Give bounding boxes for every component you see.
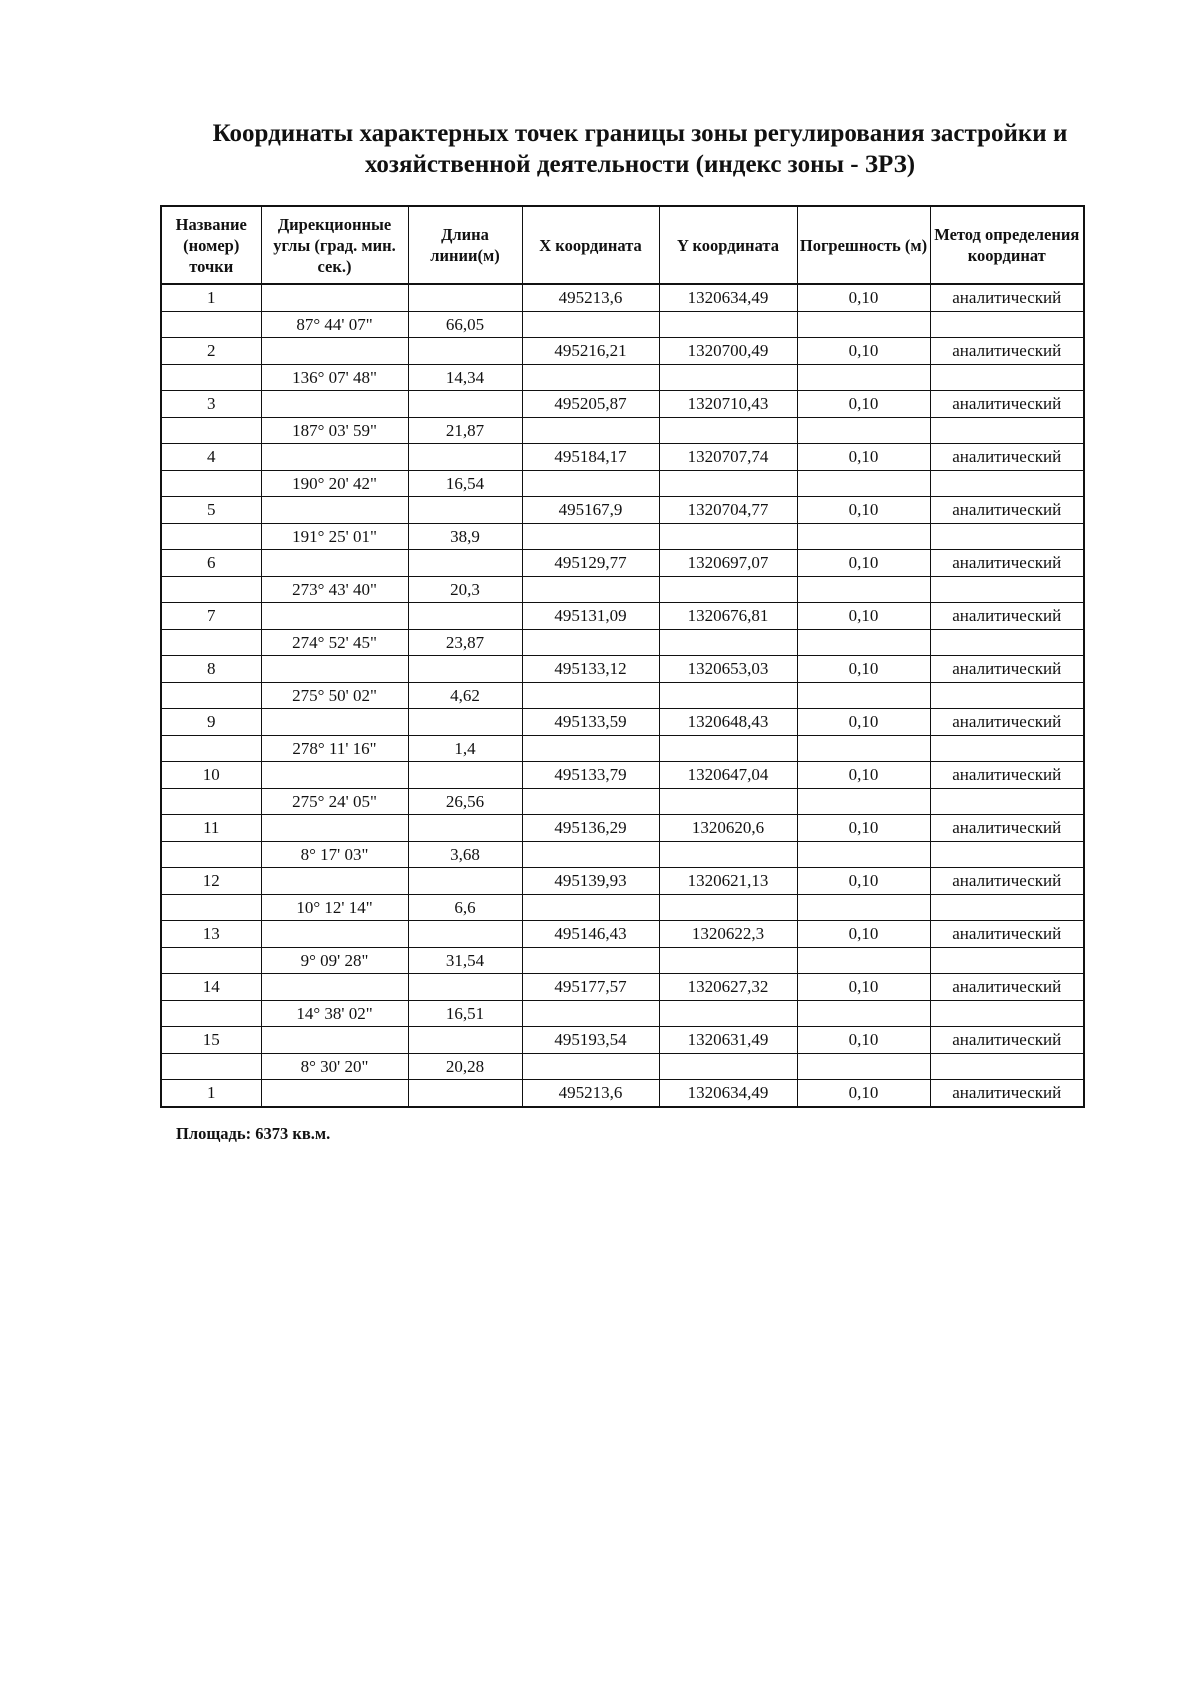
cell-method: аналитический [930, 974, 1084, 1001]
cell-error: 0,10 [797, 1027, 930, 1054]
cell-method [930, 1053, 1084, 1080]
cell-y: 1320634,49 [659, 1080, 797, 1107]
cell-point [161, 894, 261, 921]
cell-error: 0,10 [797, 603, 930, 630]
table-header-row [161, 206, 1084, 284]
cell-x: 495167,9 [522, 497, 659, 524]
cell-y: 1320647,04 [659, 762, 797, 789]
cell-y [659, 311, 797, 338]
cell-x [522, 629, 659, 656]
cell-length [408, 868, 522, 895]
table-row [161, 284, 1084, 311]
cell-length: 6,6 [408, 894, 522, 921]
cell-x: 495131,09 [522, 603, 659, 630]
cell-error [797, 1053, 930, 1080]
cell-method: аналитический [930, 497, 1084, 524]
cell-angle [261, 868, 408, 895]
table-row [161, 1027, 1084, 1054]
cell-error: 0,10 [797, 868, 930, 895]
table-row [161, 417, 1084, 444]
cell-point [161, 364, 261, 391]
cell-error [797, 311, 930, 338]
cell-error: 0,10 [797, 1080, 930, 1107]
cell-length: 38,9 [408, 523, 522, 550]
table-row [161, 974, 1084, 1001]
cell-y: 1320622,3 [659, 921, 797, 948]
cell-error: 0,10 [797, 444, 930, 471]
cell-x [522, 417, 659, 444]
cell-method [930, 523, 1084, 550]
cell-method [930, 947, 1084, 974]
table-row [161, 682, 1084, 709]
cell-method [930, 735, 1084, 762]
cell-method [930, 629, 1084, 656]
table-row [161, 1053, 1084, 1080]
cell-method: аналитический [930, 284, 1084, 311]
cell-y: 1320621,13 [659, 868, 797, 895]
cell-point: 13 [161, 921, 261, 948]
cell-length [408, 921, 522, 948]
cell-angle [261, 338, 408, 365]
cell-point: 9 [161, 709, 261, 736]
cell-y: 1320631,49 [659, 1027, 797, 1054]
cell-y: 1320704,77 [659, 497, 797, 524]
header-error: Погрешность (м) [797, 206, 930, 284]
table-row [161, 735, 1084, 762]
cell-angle: 274° 52' 45" [261, 629, 408, 656]
cell-length [408, 497, 522, 524]
cell-length [408, 603, 522, 630]
cell-length: 66,05 [408, 311, 522, 338]
cell-y: 1320710,43 [659, 391, 797, 418]
cell-point [161, 682, 261, 709]
cell-point: 3 [161, 391, 261, 418]
cell-point: 8 [161, 656, 261, 683]
area-line [176, 1124, 330, 1144]
cell-method: аналитический [930, 1080, 1084, 1107]
table-row [161, 576, 1084, 603]
cell-angle [261, 974, 408, 1001]
table-row [161, 603, 1084, 630]
cell-y [659, 364, 797, 391]
table-row [161, 444, 1084, 471]
cell-point [161, 841, 261, 868]
cell-x: 495139,93 [522, 868, 659, 895]
cell-method: аналитический [930, 709, 1084, 736]
cell-error [797, 523, 930, 550]
table-row [161, 656, 1084, 683]
cell-method [930, 788, 1084, 815]
cell-length [408, 656, 522, 683]
cell-method [930, 576, 1084, 603]
cell-point: 7 [161, 603, 261, 630]
cell-x: 495205,87 [522, 391, 659, 418]
cell-angle [261, 284, 408, 311]
cell-point: 5 [161, 497, 261, 524]
cell-length [408, 550, 522, 577]
cell-length: 14,34 [408, 364, 522, 391]
cell-angle: 87° 44' 07" [261, 311, 408, 338]
cell-length [408, 815, 522, 842]
table-row [161, 364, 1084, 391]
cell-angle: 9° 09' 28" [261, 947, 408, 974]
cell-x [522, 788, 659, 815]
table-row [161, 921, 1084, 948]
cell-angle [261, 709, 408, 736]
header-y-coordinate: Y координата [659, 206, 797, 284]
cell-x [522, 576, 659, 603]
cell-point: 1 [161, 1080, 261, 1107]
cell-point: 14 [161, 974, 261, 1001]
table-row [161, 762, 1084, 789]
header-line-length: Длина линии(м) [408, 206, 522, 284]
table-row [161, 1080, 1084, 1107]
cell-length: 1,4 [408, 735, 522, 762]
table-row [161, 497, 1084, 524]
cell-angle [261, 603, 408, 630]
cell-point: 10 [161, 762, 261, 789]
cell-point: 6 [161, 550, 261, 577]
cell-length [408, 1027, 522, 1054]
cell-method [930, 1000, 1084, 1027]
cell-error: 0,10 [797, 709, 930, 736]
cell-point [161, 788, 261, 815]
cell-length: 16,51 [408, 1000, 522, 1027]
cell-y: 1320697,07 [659, 550, 797, 577]
cell-error: 0,10 [797, 550, 930, 577]
cell-length [408, 444, 522, 471]
cell-angle [261, 1027, 408, 1054]
cell-method: аналитический [930, 1027, 1084, 1054]
cell-x [522, 311, 659, 338]
cell-y: 1320707,74 [659, 444, 797, 471]
cell-y: 1320653,03 [659, 656, 797, 683]
cell-error [797, 1000, 930, 1027]
cell-angle: 136° 07' 48" [261, 364, 408, 391]
cell-x: 495193,54 [522, 1027, 659, 1054]
cell-error [797, 841, 930, 868]
cell-y [659, 735, 797, 762]
table-body [161, 284, 1084, 1107]
cell-y: 1320676,81 [659, 603, 797, 630]
cell-length: 23,87 [408, 629, 522, 656]
cell-error: 0,10 [797, 762, 930, 789]
cell-point [161, 576, 261, 603]
cell-method [930, 364, 1084, 391]
cell-error [797, 735, 930, 762]
cell-method: аналитический [930, 603, 1084, 630]
cell-length [408, 338, 522, 365]
cell-method [930, 417, 1084, 444]
cell-y: 1320700,49 [659, 338, 797, 365]
cell-length [408, 391, 522, 418]
cell-error [797, 682, 930, 709]
cell-method [930, 841, 1084, 868]
cell-x [522, 470, 659, 497]
cell-y [659, 629, 797, 656]
cell-method: аналитический [930, 444, 1084, 471]
cell-error: 0,10 [797, 815, 930, 842]
cell-angle [261, 656, 408, 683]
cell-length: 26,56 [408, 788, 522, 815]
table-row [161, 470, 1084, 497]
cell-x: 495133,59 [522, 709, 659, 736]
cell-x: 495213,6 [522, 284, 659, 311]
cell-y: 1320634,49 [659, 284, 797, 311]
table-row [161, 1000, 1084, 1027]
header-method: Метод определения координат [930, 206, 1084, 284]
cell-length [408, 1080, 522, 1107]
header-x-coordinate: X координата [522, 206, 659, 284]
cell-y [659, 470, 797, 497]
cell-error: 0,10 [797, 497, 930, 524]
cell-point [161, 523, 261, 550]
cell-x: 495146,43 [522, 921, 659, 948]
cell-x [522, 364, 659, 391]
cell-error: 0,10 [797, 284, 930, 311]
cell-angle: 275° 50' 02" [261, 682, 408, 709]
cell-angle [261, 391, 408, 418]
cell-x [522, 735, 659, 762]
cell-x: 495213,6 [522, 1080, 659, 1107]
cell-length: 16,54 [408, 470, 522, 497]
header-direction-angles: Дирекционные углы (град. мин. сек.) [261, 206, 408, 284]
cell-point: 11 [161, 815, 261, 842]
cell-point [161, 417, 261, 444]
cell-y [659, 947, 797, 974]
cell-y [659, 523, 797, 550]
cell-length [408, 762, 522, 789]
cell-angle [261, 921, 408, 948]
cell-length [408, 284, 522, 311]
cell-length: 20,28 [408, 1053, 522, 1080]
cell-y [659, 417, 797, 444]
cell-error [797, 788, 930, 815]
cell-length [408, 709, 522, 736]
cell-y [659, 576, 797, 603]
cell-x: 495136,29 [522, 815, 659, 842]
cell-point [161, 947, 261, 974]
cell-point [161, 311, 261, 338]
cell-point: 12 [161, 868, 261, 895]
cell-y [659, 841, 797, 868]
area-label: Площадь: [176, 1124, 252, 1143]
cell-x: 495133,79 [522, 762, 659, 789]
cell-angle: 273° 43' 40" [261, 576, 408, 603]
cell-point: 15 [161, 1027, 261, 1054]
cell-x [522, 1000, 659, 1027]
cell-x [522, 523, 659, 550]
cell-point [161, 470, 261, 497]
table-row [161, 841, 1084, 868]
cell-error [797, 894, 930, 921]
cell-method: аналитический [930, 391, 1084, 418]
table-row [161, 788, 1084, 815]
table-row [161, 550, 1084, 577]
cell-length: 4,62 [408, 682, 522, 709]
cell-method [930, 682, 1084, 709]
cell-angle: 8° 30' 20" [261, 1053, 408, 1080]
cell-length: 31,54 [408, 947, 522, 974]
cell-point: 2 [161, 338, 261, 365]
table-row [161, 709, 1084, 736]
cell-point [161, 629, 261, 656]
table-row [161, 311, 1084, 338]
cell-method: аналитический [930, 550, 1084, 577]
cell-error: 0,10 [797, 921, 930, 948]
cell-angle [261, 550, 408, 577]
cell-method: аналитический [930, 868, 1084, 895]
cell-angle [261, 1080, 408, 1107]
cell-x: 495177,57 [522, 974, 659, 1001]
cell-y [659, 788, 797, 815]
cell-x [522, 894, 659, 921]
cell-error: 0,10 [797, 391, 930, 418]
cell-y [659, 894, 797, 921]
cell-length [408, 974, 522, 1001]
cell-method [930, 470, 1084, 497]
table-row [161, 523, 1084, 550]
cell-method: аналитический [930, 921, 1084, 948]
cell-y: 1320648,43 [659, 709, 797, 736]
cell-method [930, 311, 1084, 338]
cell-angle: 275° 24' 05" [261, 788, 408, 815]
cell-method: аналитический [930, 656, 1084, 683]
cell-angle: 190° 20' 42" [261, 470, 408, 497]
cell-error [797, 576, 930, 603]
cell-length: 21,87 [408, 417, 522, 444]
cell-y: 1320627,32 [659, 974, 797, 1001]
cell-length: 3,68 [408, 841, 522, 868]
cell-error [797, 629, 930, 656]
cell-y [659, 1000, 797, 1027]
cell-error: 0,10 [797, 338, 930, 365]
cell-x: 495133,12 [522, 656, 659, 683]
cell-x [522, 1053, 659, 1080]
cell-angle: 187° 03' 59" [261, 417, 408, 444]
table-row [161, 868, 1084, 895]
cell-error [797, 470, 930, 497]
cell-method: аналитический [930, 762, 1084, 789]
cell-length: 20,3 [408, 576, 522, 603]
cell-error: 0,10 [797, 656, 930, 683]
header-point-name: Название (номер) точки [161, 206, 261, 284]
area-value: 6373 кв.м. [255, 1124, 331, 1143]
cell-angle [261, 444, 408, 471]
cell-point [161, 735, 261, 762]
cell-y: 1320620,6 [659, 815, 797, 842]
cell-angle: 14° 38' 02" [261, 1000, 408, 1027]
cell-angle [261, 762, 408, 789]
cell-x: 495216,21 [522, 338, 659, 365]
cell-error: 0,10 [797, 974, 930, 1001]
cell-x [522, 682, 659, 709]
cell-error [797, 947, 930, 974]
cell-angle: 10° 12' 14" [261, 894, 408, 921]
cell-point: 1 [161, 284, 261, 311]
cell-x [522, 841, 659, 868]
cell-x: 495129,77 [522, 550, 659, 577]
cell-point [161, 1053, 261, 1080]
cell-error [797, 364, 930, 391]
table-row [161, 338, 1084, 365]
cell-point: 4 [161, 444, 261, 471]
cell-angle [261, 497, 408, 524]
cell-x [522, 947, 659, 974]
table-row [161, 947, 1084, 974]
cell-y [659, 1053, 797, 1080]
table-row [161, 894, 1084, 921]
cell-y [659, 682, 797, 709]
cell-point [161, 1000, 261, 1027]
cell-angle: 278° 11' 16" [261, 735, 408, 762]
document-title: Координаты характерных точек границы зоны регулирования застройки и хозяйственной деятельности (индекс зоны - ЗРЗ) [212, 120, 1068, 178]
table-row [161, 629, 1084, 656]
cell-method [930, 894, 1084, 921]
table-row [161, 815, 1084, 842]
table-row [161, 391, 1084, 418]
cell-angle [261, 815, 408, 842]
coordinates-table [160, 205, 1085, 1108]
cell-angle: 191° 25' 01" [261, 523, 408, 550]
cell-method: аналитический [930, 338, 1084, 365]
cell-method: аналитический [930, 815, 1084, 842]
cell-x: 495184,17 [522, 444, 659, 471]
cell-angle: 8° 17' 03" [261, 841, 408, 868]
cell-error [797, 417, 930, 444]
